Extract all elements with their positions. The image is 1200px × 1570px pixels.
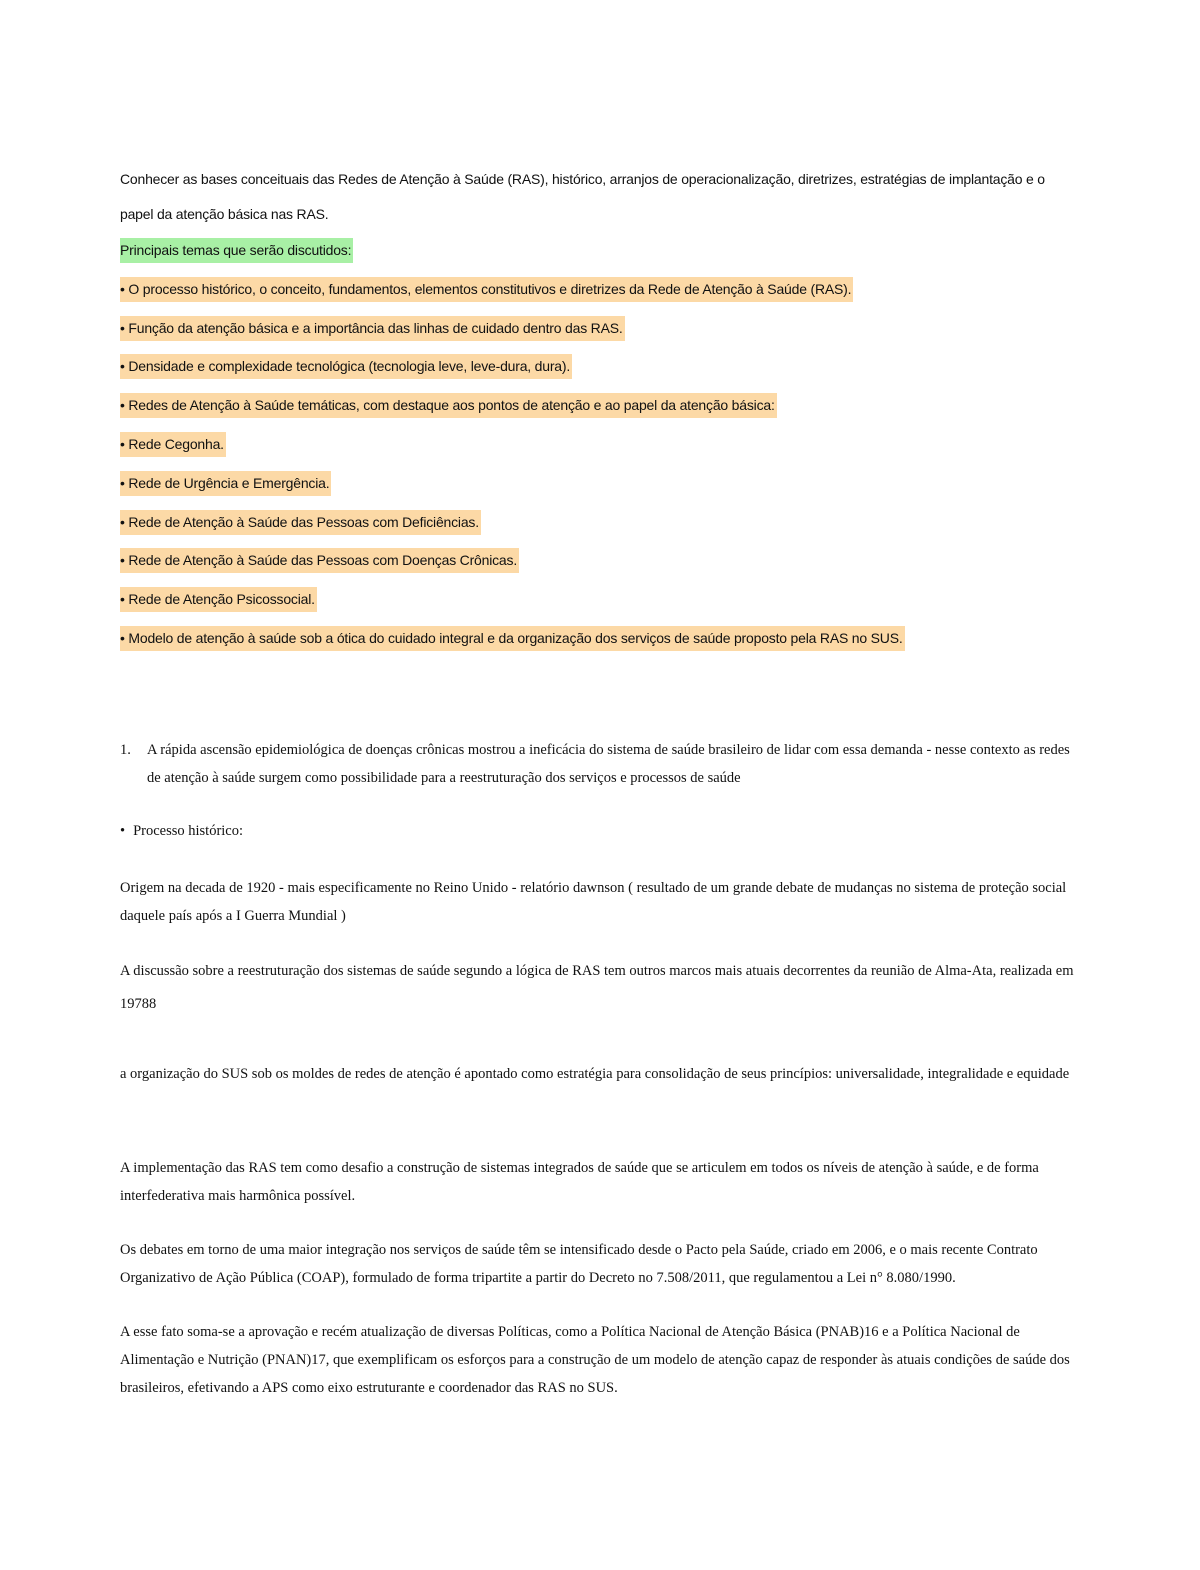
topic-text: • Rede de Urgência e Emergência. (120, 471, 331, 496)
topic-item (120, 626, 1080, 665)
intro-paragraph: Conhecer as bases conceituais das Redes de Atenção à Saúde (RAS), histórico, arranjos de operacionalização, diretrizes, estratégias de implantação e o papel da atenção básica nas RAS. (120, 171, 1045, 222)
topics-list (120, 238, 1080, 665)
topic-item (120, 432, 1080, 471)
topic-text: • O processo histórico, o conceito, fundamentos, elementos constitutivos e diretrizes da Rede de Atenção à Saúde (RAS). (120, 277, 853, 302)
paragraph: A esse fato soma-se a aprovação e recém atualização de diversas Políticas, como a Política Nacional de Atenção Básica (PNAB)16 e a Política Nacional de Alimentação e Nutrição (PNAN)17, que exemplificam os esforços para a construção de um modelo de atenção capaz de responder às atuais condições de saúde dos brasileiros, efetivando a APS como eixo estruturante e coordenador das RAS no SUS. (120, 1324, 1070, 1396)
topic-text: • Função da atenção básica e a importância das linhas de cuidado dentro das RAS. (120, 316, 625, 341)
bullet-marker: • (120, 823, 126, 839)
topic-text: • Rede de Atenção à Saúde das Pessoas com Doenças Crônicas. (120, 548, 519, 573)
topic-text: • Rede de Atenção à Saúde das Pessoas com Deficiências. (120, 510, 481, 535)
topic-item (120, 510, 1080, 549)
numbered-item (120, 736, 1080, 792)
topic-item (120, 393, 1080, 432)
topic-item (120, 587, 1080, 626)
topic-text: • Rede de Atenção Psicossocial. (120, 587, 317, 612)
bullet-item (120, 820, 243, 842)
topic-item (120, 471, 1080, 510)
paragraph: A discussão sobre a reestruturação dos sistemas de saúde segundo a lógica de RAS tem outros marcos mais atuais decorrentes da reunião de Alma-Ata, realizada em 19788 (120, 963, 1074, 1012)
paragraph: Origem na decada de 1920 - mais especificamente no Reino Unido - relatório dawnson ( resultado de um grande debate de mudanças no sistema de proteção social daquele país após a I Guerra Mundial ) (120, 880, 1067, 924)
topic-item (120, 548, 1080, 587)
topic-text: • Densidade e complexidade tecnológica (tecnologia leve, leve-dura, dura). (120, 354, 572, 379)
paragraph: Os debates em torno de uma maior integração nos serviços de saúde têm se intensificado desde o Pacto pela Saúde, criado em 2006, e o mais recente Contrato Organizativo de Ação Pública (COAP), formulado de forma tripartite a partir do Decreto no 7.508/2011, que regulamentou a Lei n° 8.080/1990. (120, 1242, 1038, 1286)
numbered-item-text: A rápida ascensão epidemiológica de doenças crônicas mostrou a ineficácia do sistema de saúde brasileiro de lidar com essa demanda - nesse contexto as redes de atenção à saúde surgem como possibilidade para a reestruturação dos serviços e processos de saúde (147, 742, 1070, 786)
topic-item (120, 277, 1080, 316)
topic-item (120, 316, 1080, 355)
topic-text: • Modelo de atenção à saúde sob a ótica do cuidado integral e da organização dos serviços de saúde proposto pela RAS no SUS. (120, 626, 905, 651)
topic-item (120, 354, 1080, 393)
numbered-item-number: 1. (120, 742, 131, 758)
topics-heading-row (120, 238, 1080, 277)
topic-text: • Redes de Atenção à Saúde temáticas, com destaque aos pontos de atenção e ao papel da atenção básica: (120, 393, 777, 418)
paragraph: A implementação das RAS tem como desafio a construção de sistemas integrados de saúde que se articulem em todos os níveis de atenção à saúde, e de forma interfederativa mais harmônica possível. (120, 1160, 1039, 1204)
topics-heading: Principais temas que serão discutidos: (120, 238, 353, 263)
topic-text: • Rede Cegonha. (120, 432, 226, 457)
bullet-text: Processo histórico: (133, 823, 244, 839)
paragraph: a organização do SUS sob os moldes de redes de atenção é apontado como estratégia para consolidação de seus princípios: universalidade, integralidade e equidade (120, 1066, 1070, 1082)
